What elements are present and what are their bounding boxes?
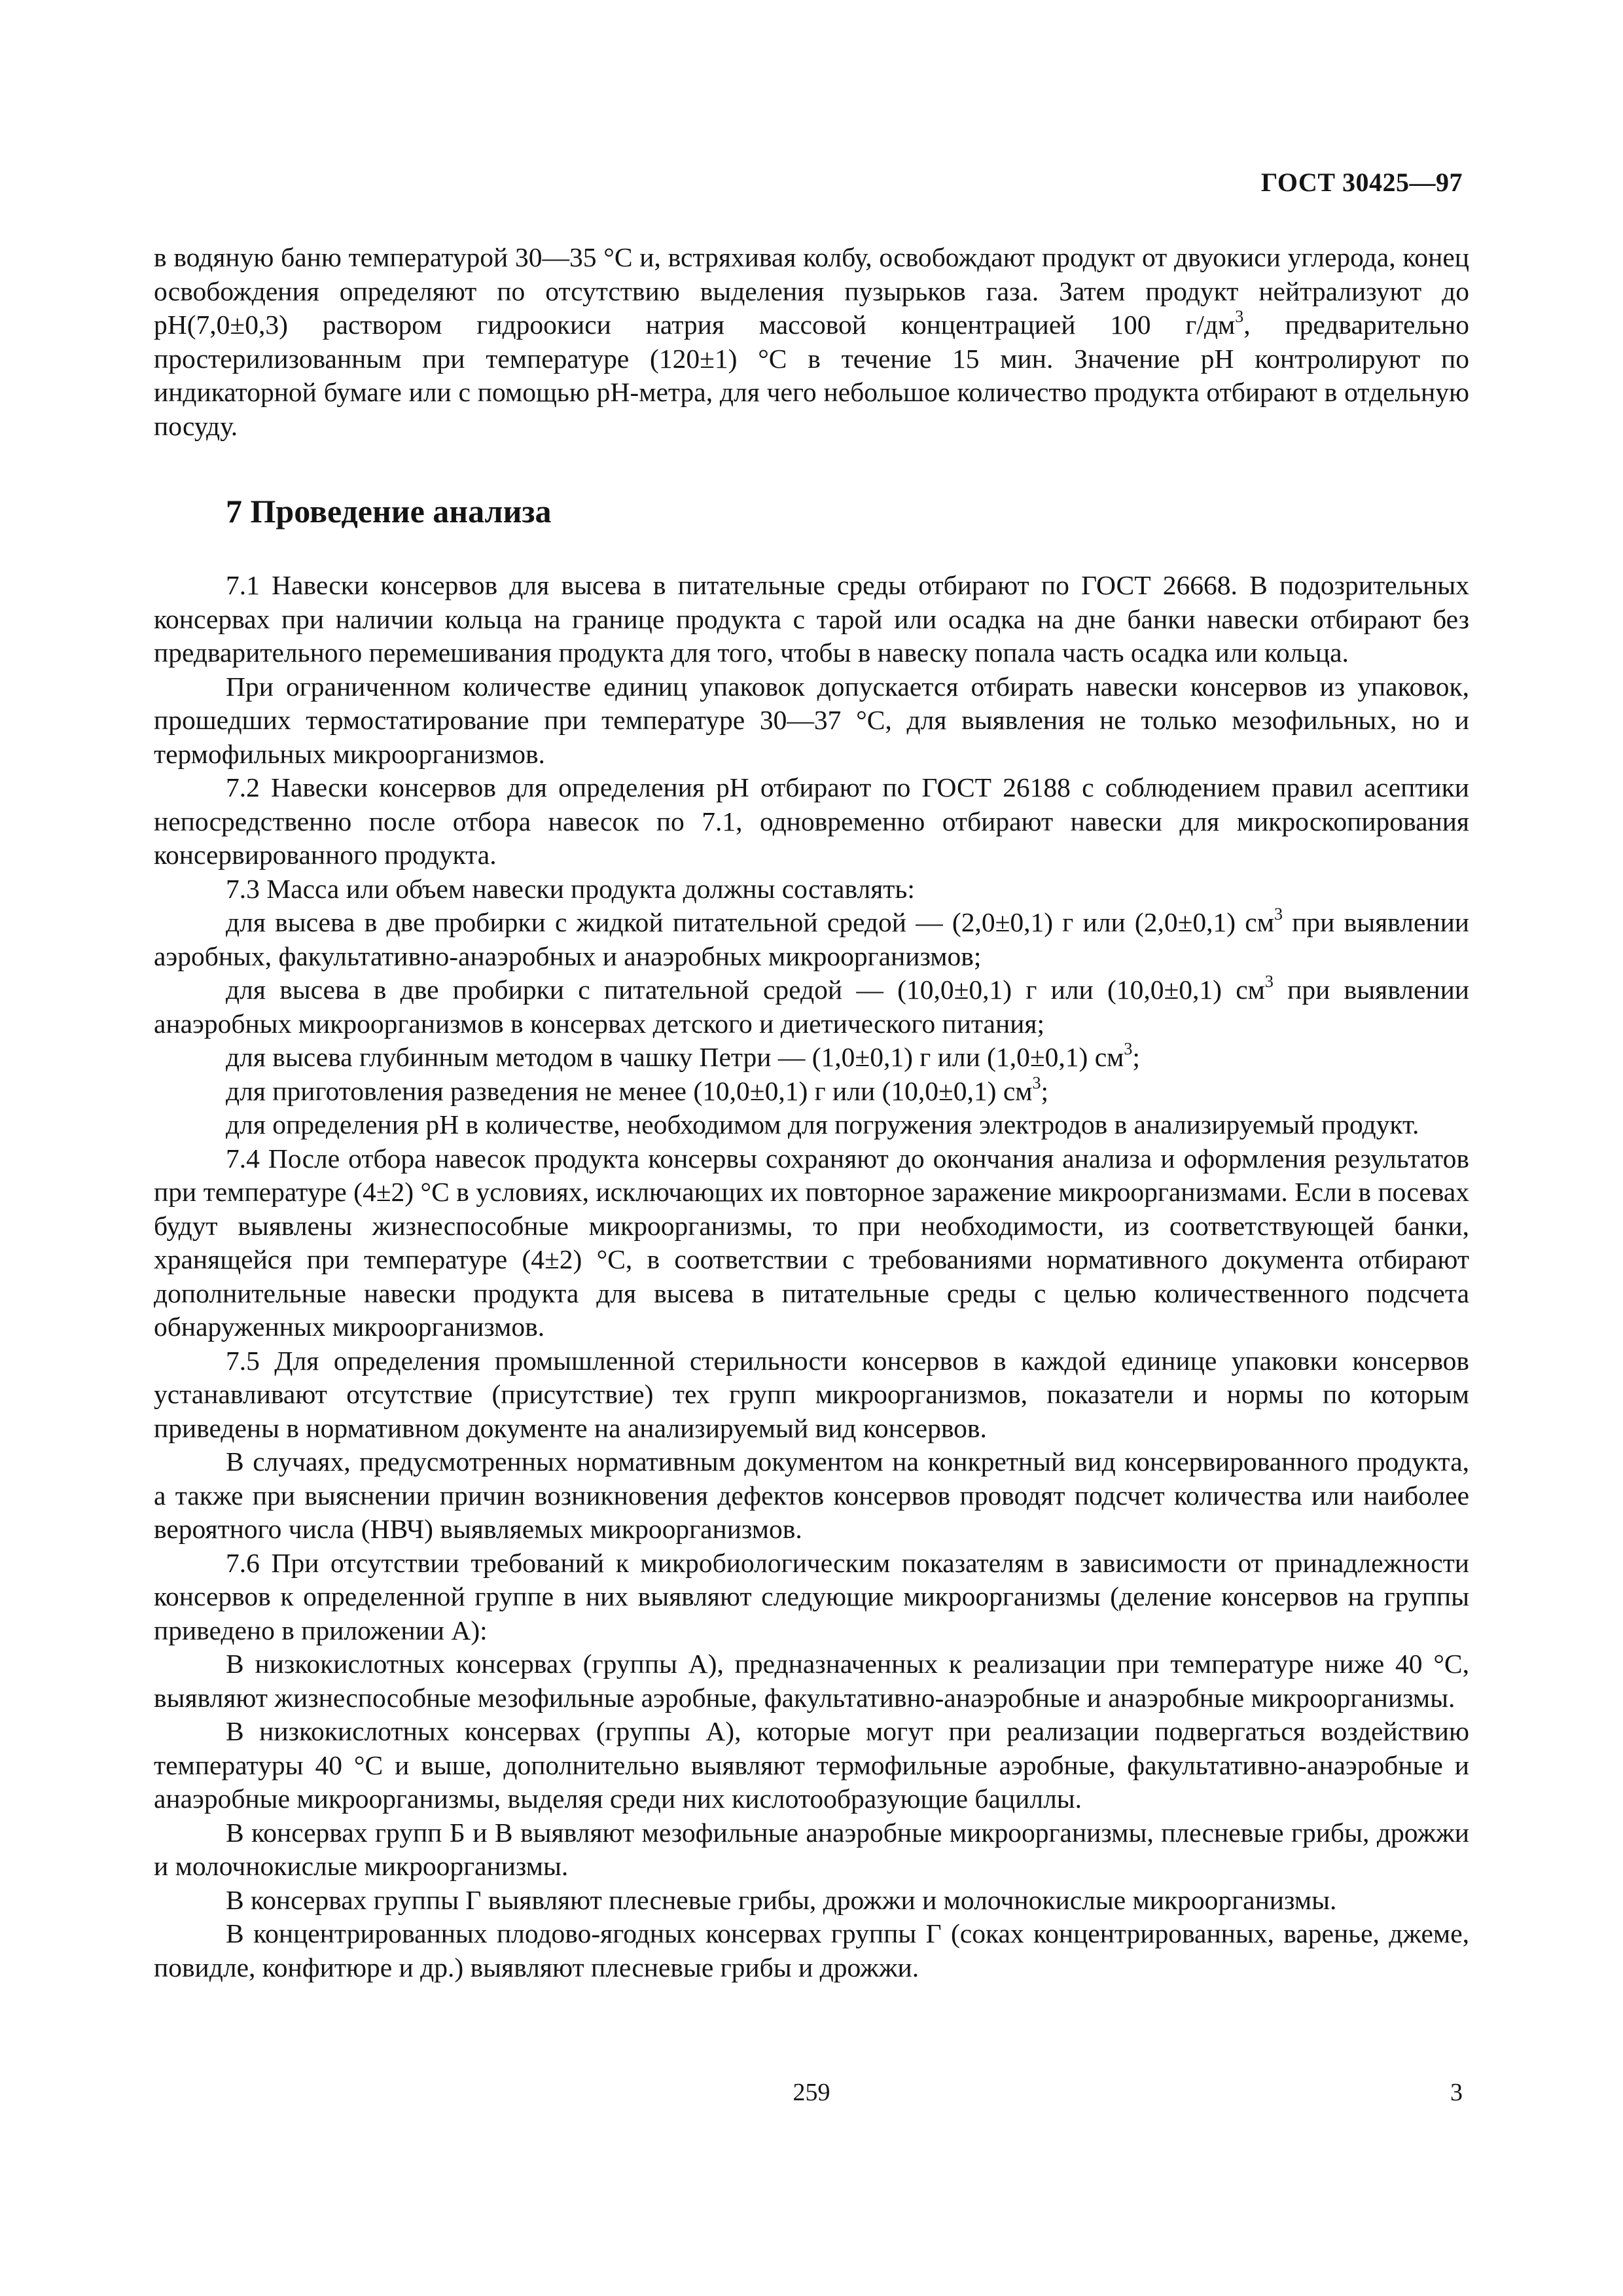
intro-text-b: , предварительно простерилизованным при температуре (120±1) °С в течение 15 мин. Значение pH контролируют по индикаторной бумаге или с помощью pH-метра, для чего небольшое количество продукта отбирают в отдельную посуду. (154, 310, 1469, 441)
intro-text-a: в водяную баню температурой 30—35 °С и, встряхивая колбу, освобождают продукт от двуокиси углерода, конец освобождения определяют по отсутствию выделения пузырьков газа. Затем продукт нейтрализуют до pH(7,0±0,3) раствором гидроокиси натрия массовой концентрацией 100 г/дм (154, 242, 1469, 340)
paragraph-7-3-item-b (154, 973, 1469, 1041)
paragraph-7-5: 7.5 Для определения промышленной стерильности консервов в каждой единице упаковки консервов устанавливают отсутствие (присутствие) тех групп микроорганизмов, показатели и нормы по которым приведены в нормативном документе на анализируемый вид консервов. (154, 1345, 1469, 1443)
paragraph-7-6: 7.6 При отсутствии требований к микробиологическим показателям в зависимости от принадлежности консервов к определенной группе в них выявляют следующие микроорганизмы (деление консервов на группы приведено в приложении А): (154, 1547, 1469, 1645)
item-c-text-b: ; (1132, 1042, 1140, 1072)
paragraph-7-6-concentrated: В концентрированных плодово-ягодных консервах группы Г (соках концентрированных, варенье, джеме, повидле, конфитюре и др.) выявляют плесневые грибы и дрожжи. (154, 1918, 1469, 1982)
paragraph-7-4: 7.4 После отбора навесок продукта консервы сохраняют до окончания анализа и оформления результатов при температуре (4±2) °С в условиях, исключающих их повторное заражение микроорганизмами. Если в посевах будут выявлены жизнеспособные микроорганизмы, то при необходимости, из соответствующей банки, хранящейся при температуре (4±2) °С, в соответствии с требованиями нормативного документа отбирают дополнительные навески продукта для высева в питательные среды с целью количественного подсчета обнаруженных микроорганизмов. (154, 1143, 1469, 1342)
intro-superscript: 3 (1235, 307, 1244, 326)
item-a-superscript: 3 (1274, 905, 1283, 924)
paragraph-7-1-continued: При ограниченном количестве единиц упаковок допускается отбирать навески консервов из упаковок, прошедших термостатирование при температуре 30—37 °С, для выявления не только мезофильных, но и термофильных микроорганизмов. (154, 671, 1469, 769)
page-content (154, 241, 1469, 1984)
section-heading: 7 Проведение анализа (226, 493, 552, 529)
paragraph-7-3-item-c (154, 1041, 1469, 1075)
paragraph-7-6-group-a-low: В низкокислотных консервах (группы А), предназначенных к реализации при температуре ниже 40 °С, выявляют жизнеспособные мезофильные аэробные, факультативно-анаэробные и анаэробные микроорганизмы. (154, 1649, 1469, 1713)
paragraph-7-6-group-a-high: В низкокислотных консервах (группы А), которые могут при реализации подвергаться воздействию температуры 40 °С и выше, дополнительно выявляют термофильные аэробные, факультативно-анаэробные и анаэробные микроорганизмы, выделяя среди них кислотообразующие бациллы. (154, 1716, 1469, 1814)
paragraph-7-6-groups-b-v: В консервах групп Б и В выявляют мезофильные анаэробные микроорганизмы, плесневые грибы, дрожжи и молочнокислые микроорганизмы. (154, 1817, 1469, 1881)
paragraph-7-2: 7.2 Навески консервов для определения pH отбирают по ГОСТ 26188 с соблюдением правил асептики непосредственно после отбора навесок по 7.1, одновременно отбирают навески для микроскопирования консервированного продукта. (154, 772, 1469, 870)
paragraph-7-3: 7.3 Масса или объем навески продукта должны составлять: (226, 873, 915, 904)
paragraph-7-6-group-g: В консервах группы Г выявляют плесневые грибы, дрожжи и молочнокислые микроорганизмы. (226, 1884, 1337, 1915)
item-b-superscript: 3 (1264, 972, 1274, 991)
item-b-text-a: для высева в две пробирки с питательной средой — (10,0±0,1) г или (10,0±0,1) см (226, 975, 1265, 1005)
item-a-text-b: при выявлении аэробных, факультативно-анаэробных и анаэробных микроорганизмов; (154, 907, 1469, 971)
item-d-text-b: ; (1041, 1075, 1049, 1106)
item-a-text-a: для высева в две пробирки с жидкой питательной средой — (2,0±0,1) г или (2,0±0,1) см (226, 907, 1274, 937)
page-number-right: 3 (1450, 2079, 1463, 2106)
paragraph-7-5-continued: В случаях, предусмотренных нормативным документом на конкретный вид консервированного продукта, а также при выяснении причин возникновения дефектов консервов проводят подсчет количества или наиболее вероятного числа (НВЧ) выявляемых микроорганизмов. (154, 1446, 1469, 1544)
paragraph-7-3-item-a (154, 906, 1469, 973)
intro-paragraph (154, 241, 1469, 443)
item-c-text-a: для высева глубинным методом в чашку Петри — (1,0±0,1) г или (1,0±0,1) см (226, 1042, 1124, 1072)
page-number-center: 259 (793, 2079, 830, 2106)
item-d-superscript: 3 (1032, 1073, 1041, 1092)
item-c-superscript: 3 (1124, 1039, 1133, 1058)
paragraph-7-3-item-d (154, 1075, 1469, 1109)
item-d-text-a: для приготовления разведения не менее (10,0±0,1) г или (10,0±0,1) см (226, 1075, 1033, 1106)
paragraph-7-1: 7.1 Навески консервов для высева в питательные среды отбирают по ГОСТ 26668. В подозрительных консервах при наличии кольца на границе продукта с тарой или осадка на дне банки навески отбирают без предварительного перемешивания продукта для того, чтобы в навеску попала часть осадка или кольца. (154, 570, 1469, 668)
paragraph-7-3-item-e: для определения pH в количестве, необходимом для погружения электродов в анализируемый продукт. (226, 1109, 1419, 1139)
document-code-header: ГОСТ 30425—97 (1260, 168, 1463, 197)
item-b-text-b: при выявлении анаэробных микроорганизмов в консервах детского и диетического питания; (154, 975, 1469, 1039)
